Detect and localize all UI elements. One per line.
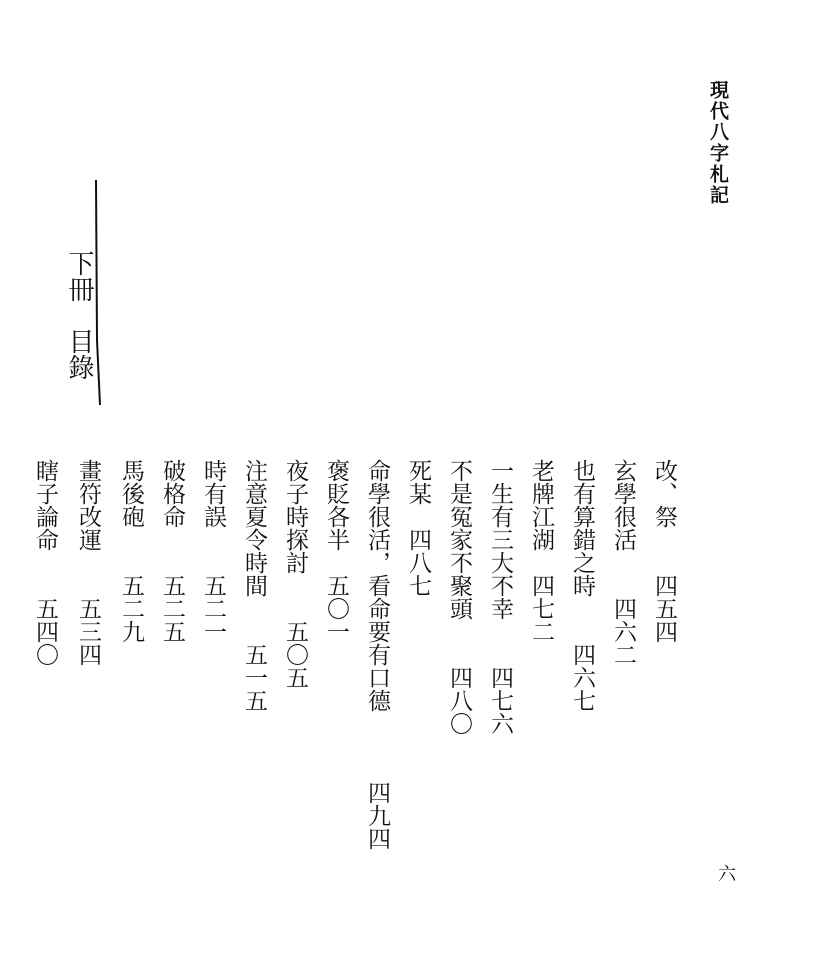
toc-entry-page: 五〇一 xyxy=(323,574,349,643)
toc-entry-page: 四八〇 xyxy=(446,666,472,735)
toc-entry-title: 死某 xyxy=(405,459,431,505)
toc-entry-page: 四五四 xyxy=(651,574,677,643)
toc-entry-title: 褒貶各半 xyxy=(323,459,349,551)
toc-entry-title: 破格命 xyxy=(159,459,185,528)
toc-entry[interactable] xyxy=(365,407,411,850)
toc-entry-page: 五〇五 xyxy=(282,620,308,689)
toc-entry[interactable] xyxy=(447,407,493,735)
toc-entry[interactable] xyxy=(160,407,206,643)
toc-entry-page: 四八七 xyxy=(405,528,431,597)
toc-entry[interactable] xyxy=(611,407,657,666)
toc-entry-title: 馬後砲 xyxy=(118,459,144,528)
toc-entry-title: 畫符改運 xyxy=(75,459,101,551)
toc-entry[interactable] xyxy=(652,407,698,643)
toc-entry[interactable] xyxy=(324,407,370,643)
toc-entry-page: 四六七 xyxy=(569,643,595,712)
toc-entry-page: 四七二 xyxy=(528,574,554,643)
toc-entry-page: 五二五 xyxy=(159,574,185,643)
heading-rule xyxy=(94,180,102,405)
toc-entry[interactable] xyxy=(283,407,329,689)
toc-entry[interactable] xyxy=(33,407,79,666)
toc-entry[interactable] xyxy=(242,407,288,712)
toc-entry[interactable] xyxy=(529,407,575,643)
toc-entry[interactable] xyxy=(570,407,616,712)
toc-entry-title: 命學很活，看命要有口德 xyxy=(364,459,390,712)
toc-entry[interactable] xyxy=(406,407,452,597)
toc-entry-title: 玄學很活 xyxy=(610,459,636,551)
toc-entry-page: 五一五 xyxy=(241,643,267,712)
toc-entry-page: 四六二 xyxy=(610,597,636,666)
toc-entry-title: 一生有三大不幸 xyxy=(487,459,513,620)
toc-entry-title: 注意夏令時間 xyxy=(241,459,267,597)
toc-entry-title: 老牌江湖 xyxy=(528,459,554,551)
toc-entry[interactable] xyxy=(76,407,122,666)
toc-entry-page: 五二九 xyxy=(118,574,144,643)
toc-entry-page: 五二一 xyxy=(200,574,226,643)
toc-entry[interactable] xyxy=(119,407,165,643)
book-title: 現代八字札記 xyxy=(707,80,729,206)
toc-entry-title: 瞎子論命 xyxy=(32,459,58,551)
toc-entry-page: 五四〇 xyxy=(32,597,58,666)
toc-entry[interactable] xyxy=(488,407,534,735)
toc-entry[interactable] xyxy=(201,407,247,643)
toc-entry-page: 四九四 xyxy=(364,781,390,850)
toc-entry-page: 四七六 xyxy=(487,666,513,735)
page-number: 六 xyxy=(718,864,736,885)
toc-entry-title: 夜子時探討 xyxy=(282,459,308,574)
toc-entry-page: 五三四 xyxy=(75,597,101,666)
section-heading: 下冊 目錄 xyxy=(64,250,94,380)
toc-entry-title: 不是冤家不聚頭 xyxy=(446,459,472,620)
toc-entry-title: 時有誤 xyxy=(200,459,226,528)
toc-entry-title: 改、祭 xyxy=(651,459,677,528)
toc-entry-title: 也有算錯之時 xyxy=(569,459,595,597)
